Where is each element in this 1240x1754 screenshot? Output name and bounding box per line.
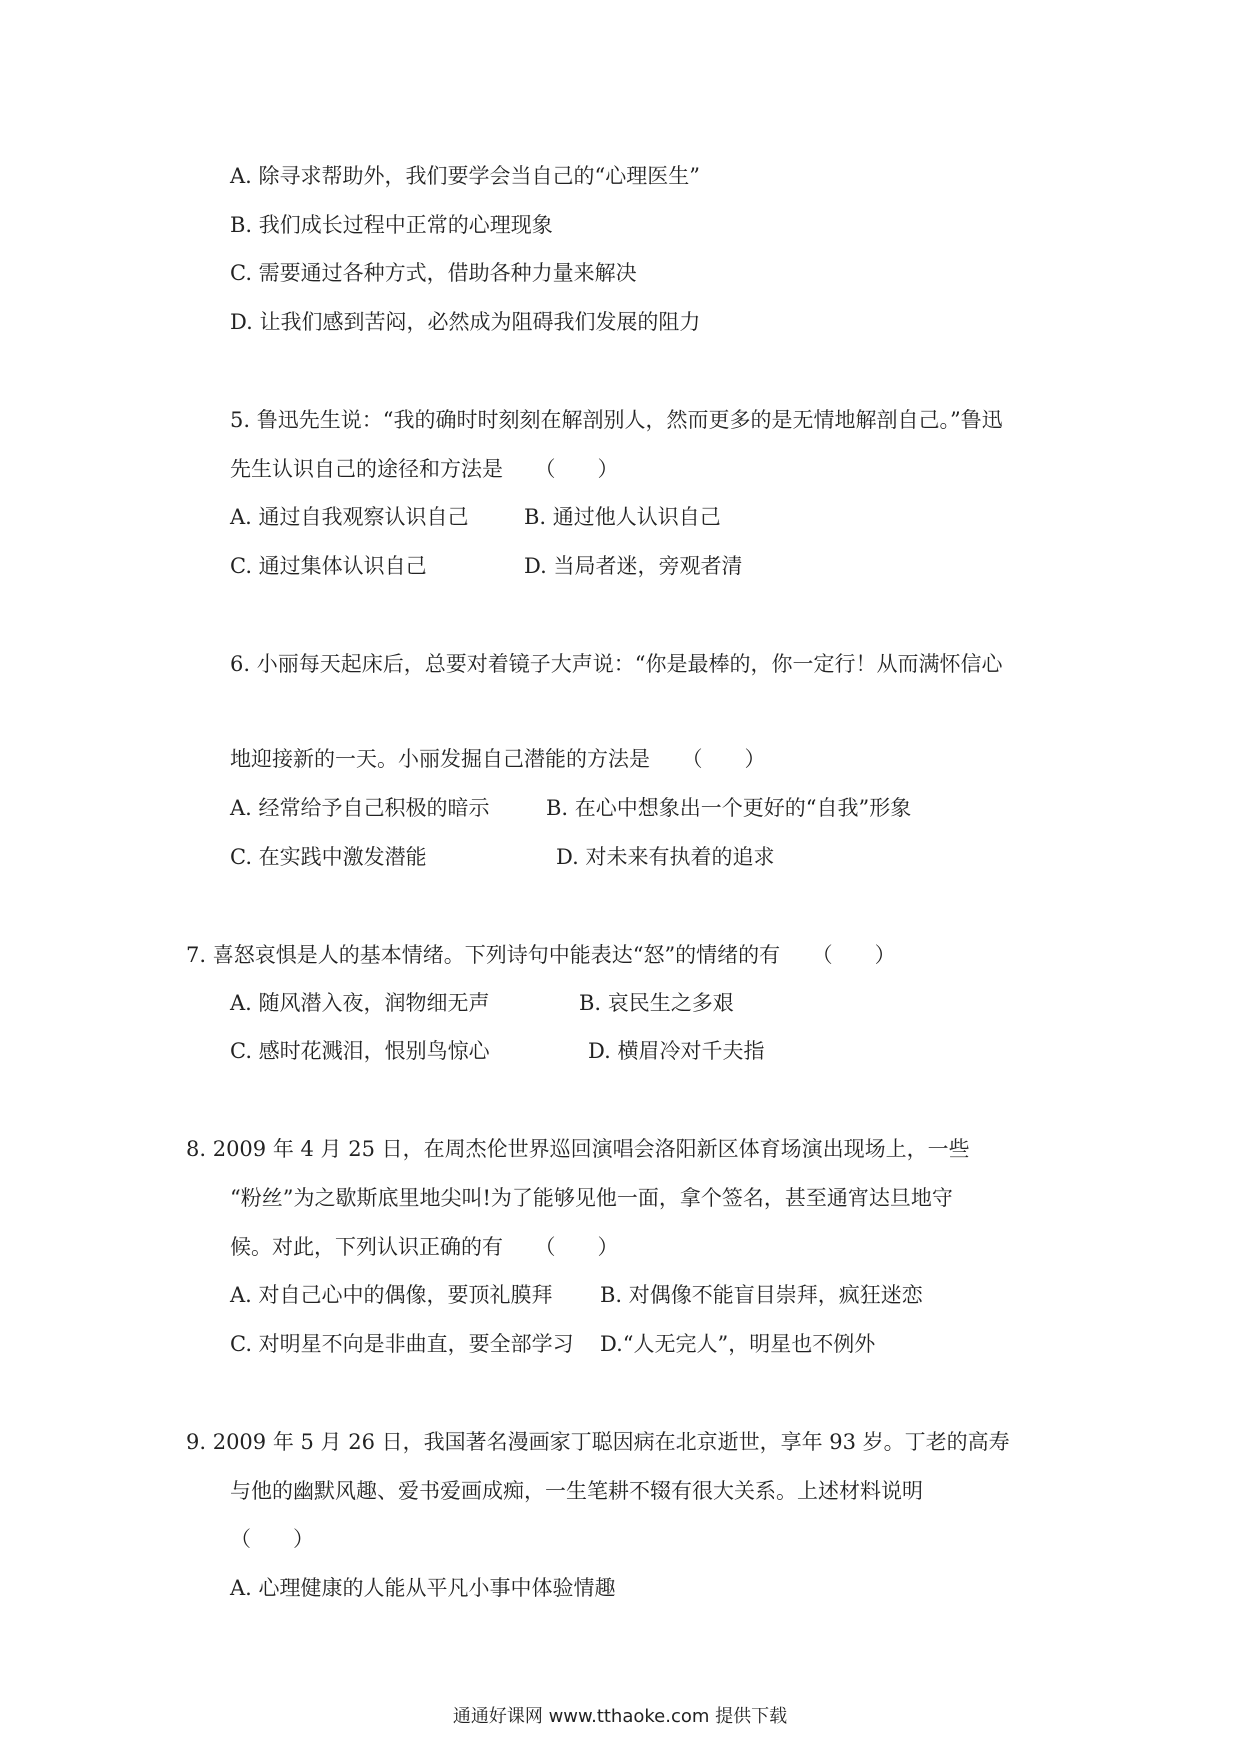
q6-stem-line-2: 地迎接新的一天。小丽发掘自己潜能的方法是 （ ） bbox=[230, 747, 766, 771]
q8-option-d: D.“人无完人”，明星也不例外 bbox=[600, 1332, 876, 1356]
q8-option-c: C. 对明星不向是非曲直，要全部学习 bbox=[230, 1332, 574, 1356]
q8-option-a: A. 对自己心中的偶像，要顶礼膜拜 bbox=[230, 1283, 553, 1307]
q5-option-c: C. 通过集体认识自己 bbox=[230, 554, 427, 578]
q5-option-d: D. 当局者迷，旁观者清 bbox=[524, 554, 743, 578]
q7-option-d: D. 横眉冷对千夫指 bbox=[588, 1039, 765, 1063]
q9-stem-line-1: 9. 2009 年 5 月 26 日，我国著名漫画家丁聪因病在北京逝世，享年 93 岁。丁老的高寿 bbox=[186, 1430, 1010, 1454]
q6-option-b: B. 在心中想象出一个更好的“自我”形象 bbox=[546, 796, 912, 820]
q7-stem: 7. 喜怒哀惧是人的基本情绪。下列诗句中能表达“怒”的情绪的有 （ ） bbox=[186, 943, 896, 967]
q8-stem-line-3: 候。对此，下列认识正确的有 （ ） bbox=[230, 1235, 619, 1259]
q8-stem-line-2: “粉丝”为之歇斯底里地尖叫!为了能够见他一面，拿个签名，甚至通宵达旦地守 bbox=[230, 1186, 953, 1210]
q5-option-b: B. 通过他人认识自己 bbox=[524, 505, 721, 529]
q5-stem-line-2: 先生认识自己的途径和方法是 （ ） bbox=[230, 457, 619, 481]
q7-option-a: A. 随风潜入夜，润物细无声 bbox=[230, 991, 490, 1015]
q8-stem-line-1: 8. 2009 年 4 月 25 日，在周杰伦世界巡回演唱会洛阳新区体育场演出现场上，一些 bbox=[186, 1137, 970, 1161]
q6-option-c: C. 在实践中激发潜能 bbox=[230, 845, 427, 869]
q6-option-d: D. 对未来有执着的追求 bbox=[556, 845, 775, 869]
q6-stem-line-1: 6. 小丽每天起床后，总要对着镜子大声说：“你是最棒的，你一定行！从而满怀信心 bbox=[230, 652, 1003, 676]
q9-option-a: A. 心理健康的人能从平凡小事中体验情趣 bbox=[230, 1576, 616, 1600]
q9-stem-line-2: 与他的幽默风趣、爱书爱画成痴，一生笔耕不辍有很大关系。上述材料说明 bbox=[230, 1479, 923, 1503]
q6-option-a: A. 经常给予自己积极的暗示 bbox=[230, 796, 490, 820]
q4-option-a: A. 除寻求帮助外，我们要学会当自己的“心理医生” bbox=[230, 164, 700, 188]
q5-option-a: A. 通过自我观察认识自己 bbox=[230, 505, 469, 529]
q4-option-b: B. 我们成长过程中正常的心理现象 bbox=[230, 213, 553, 237]
q4-option-c: C. 需要通过各种方式，借助各种力量来解决 bbox=[230, 261, 637, 285]
q9-stem-line-3: （ ） bbox=[230, 1527, 314, 1551]
q7-option-c: C. 感时花溅泪，恨别鸟惊心 bbox=[230, 1039, 490, 1063]
q8-option-b: B. 对偶像不能盲目崇拜，疯狂迷恋 bbox=[600, 1283, 923, 1307]
page-footer: 通通好课网 www.tthaoke.com 提供下载 bbox=[452, 1706, 788, 1727]
q4-option-d: D. 让我们感到苦闷，必然成为阻碍我们发展的阻力 bbox=[230, 310, 701, 334]
q5-stem-line-1: 5. 鲁迅先生说：“我的确时时刻刻在解剖别人，然而更多的是无情地解剖自己。”鲁迅 bbox=[230, 408, 1003, 432]
q7-option-b: B. 哀民生之多艰 bbox=[579, 991, 734, 1015]
